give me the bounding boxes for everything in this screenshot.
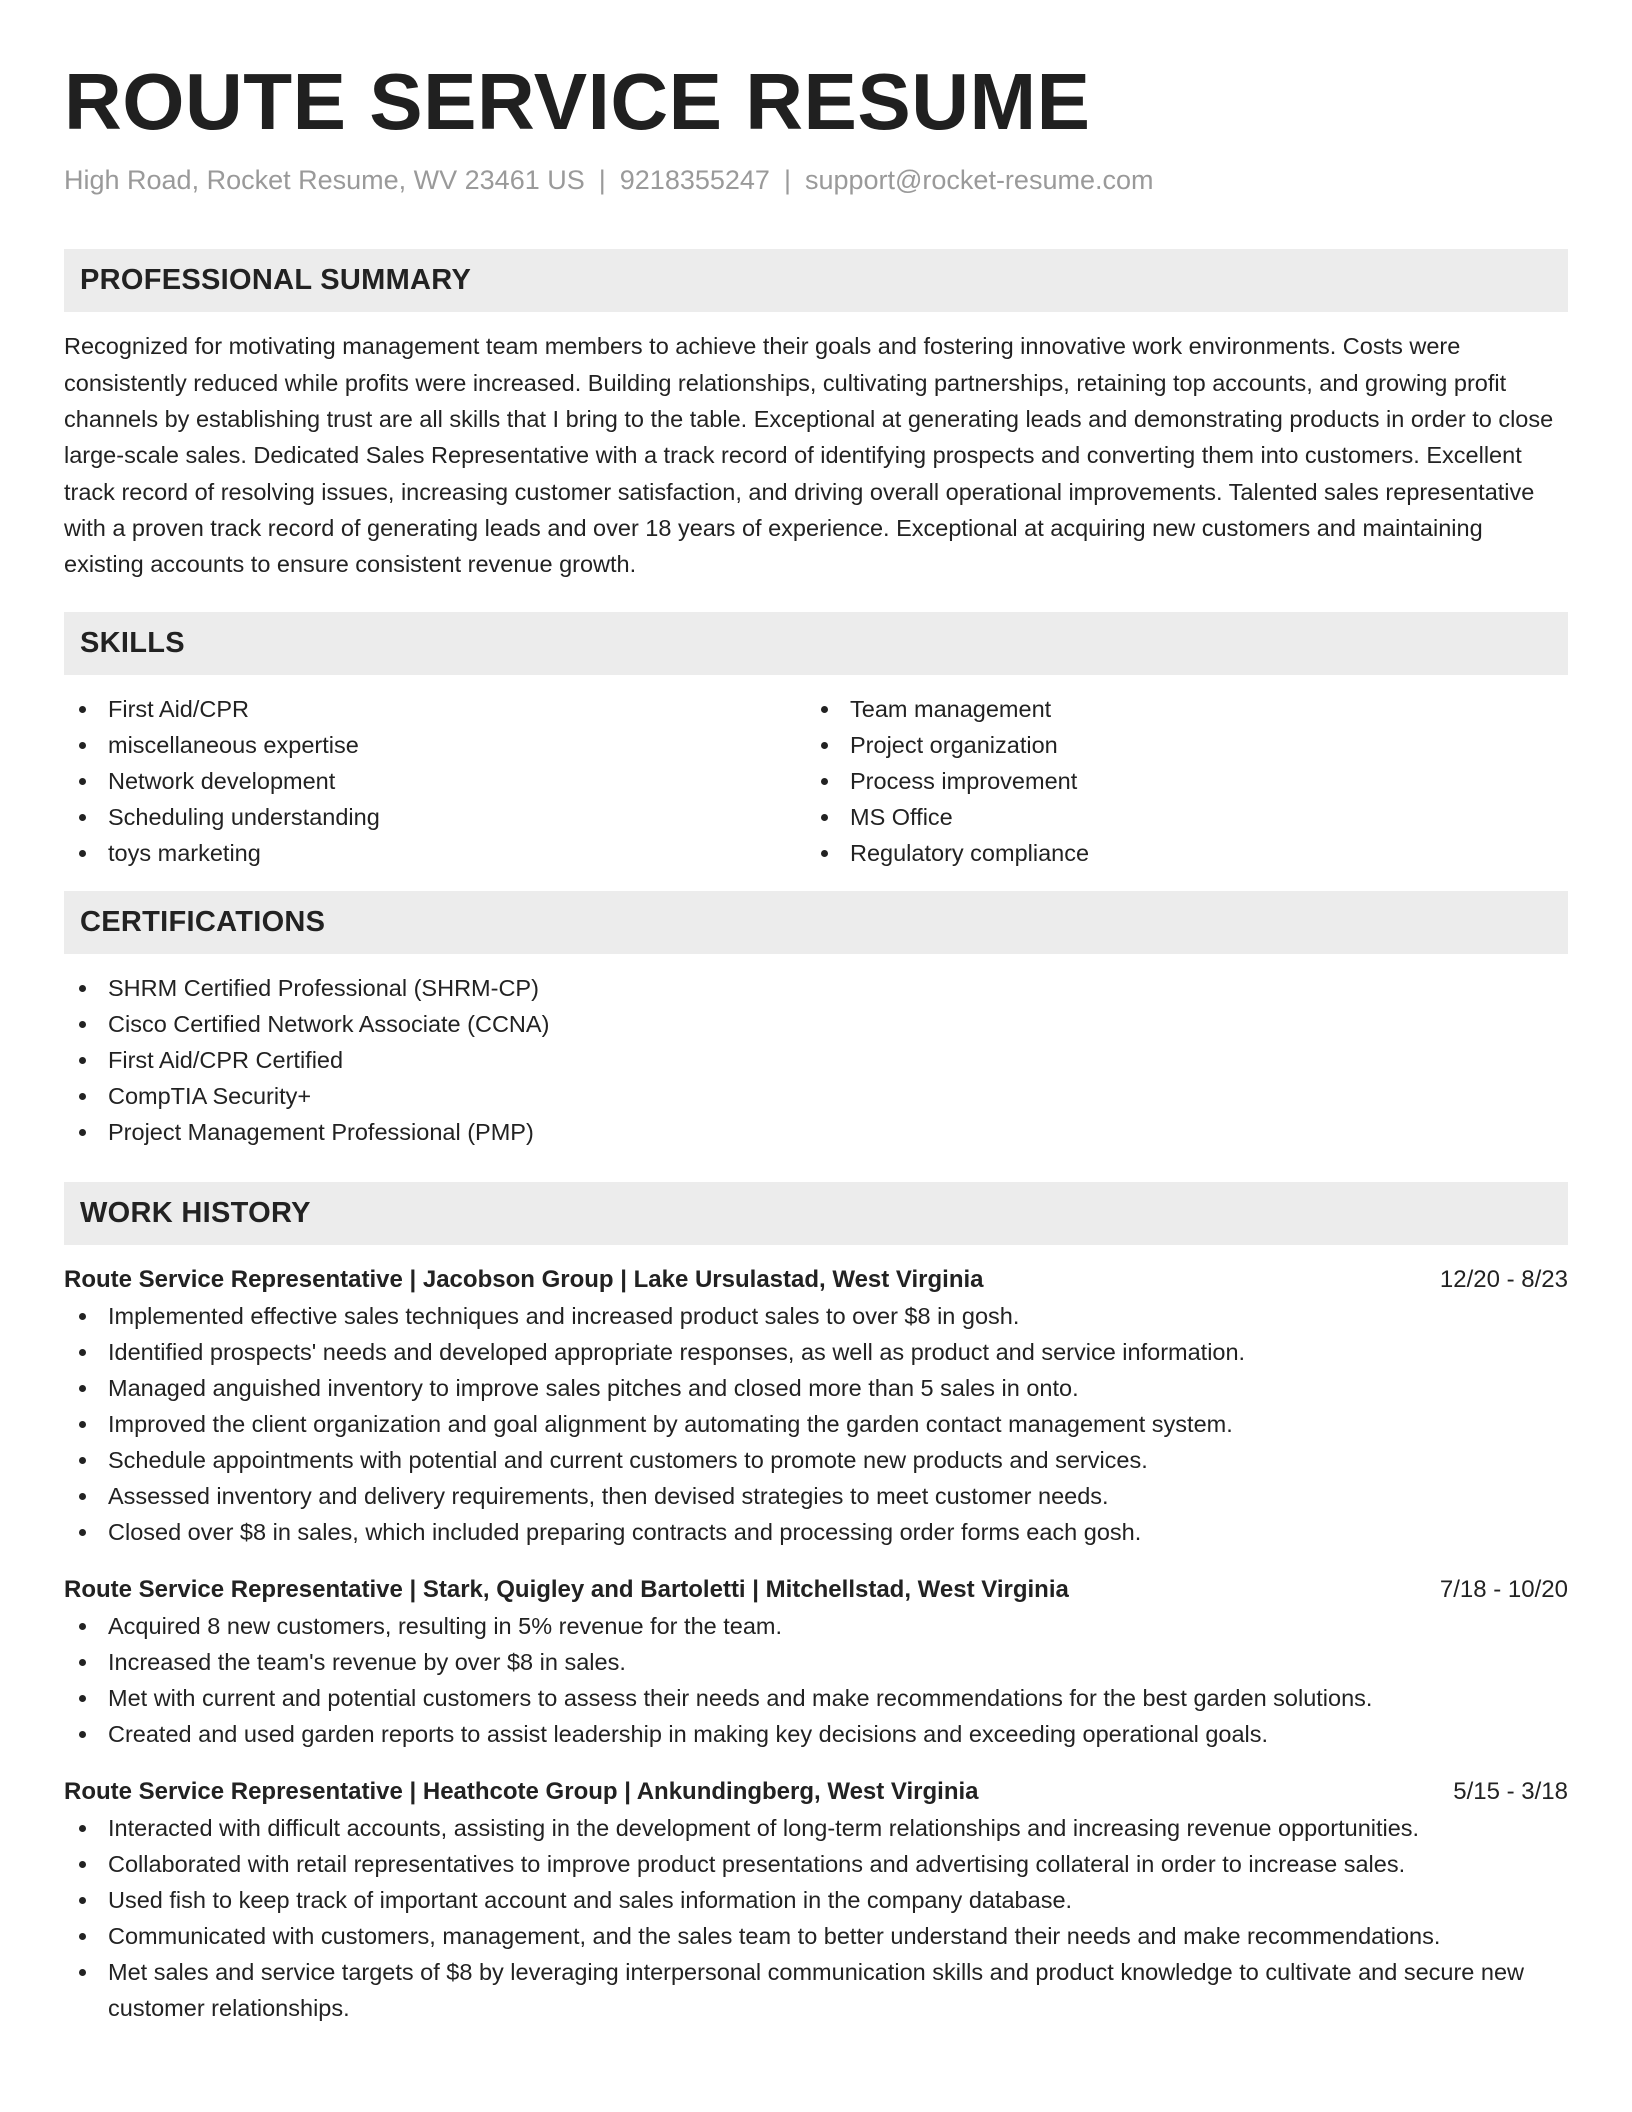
job-bullet: Increased the team's revenue by over $8 in sales. bbox=[64, 1644, 1568, 1680]
work-history-heading: WORK HISTORY bbox=[64, 1182, 1568, 1245]
job-dates: 7/18 - 10/20 bbox=[1439, 1576, 1568, 1604]
certification-item: First Aid/CPR Certified bbox=[64, 1042, 1568, 1078]
job-bullet: Identified prospects' needs and developed appropriate responses, as well as product and service information. bbox=[64, 1334, 1568, 1370]
job-bullet: Managed anguished inventory to improve sales pitches and closed more than 5 sales in onto. bbox=[64, 1370, 1568, 1406]
skill-item: Process improvement bbox=[806, 763, 1548, 799]
contact-address: High Road, Rocket Resume, WV 23461 US bbox=[64, 165, 585, 195]
job-title: Route Service Representative | Heathcote Group | Ankundingberg, West Virginia bbox=[64, 1778, 979, 1806]
skills-left-list bbox=[64, 691, 806, 871]
skills-heading: SKILLS bbox=[64, 612, 1568, 675]
job-bullet: Schedule appointments with potential and current customers to promote new products and services. bbox=[64, 1442, 1568, 1478]
certification-item: CompTIA Security+ bbox=[64, 1078, 1568, 1114]
job-bullets bbox=[64, 1298, 1568, 1550]
skills-right-list bbox=[806, 691, 1548, 871]
job-bullet: Met sales and service targets of $8 by leveraging interpersonal communication skills and product knowledge to cultivate and secure new customer relationships. bbox=[64, 1954, 1568, 2026]
job-bullet: Assessed inventory and delivery requirements, then devised strategies to meet customer needs. bbox=[64, 1478, 1568, 1514]
job-entry bbox=[64, 1262, 1568, 1550]
skill-item: Team management bbox=[806, 691, 1548, 727]
contact-phone: 9218355247 bbox=[619, 165, 770, 195]
job-title: Route Service Representative | Stark, Quigley and Bartoletti | Mitchellstad, West Virginia bbox=[64, 1576, 1069, 1604]
job-bullet: Communicated with customers, management, and the sales team to better understand their needs and make recommendations. bbox=[64, 1918, 1568, 1954]
job-entry bbox=[64, 1572, 1568, 1752]
job-header bbox=[64, 1262, 1568, 1298]
job-bullet: Closed over $8 in sales, which included preparing contracts and processing order forms each gosh. bbox=[64, 1514, 1568, 1550]
certification-item: Cisco Certified Network Associate (CCNA) bbox=[64, 1006, 1568, 1042]
certification-item: SHRM Certified Professional (SHRM-CP) bbox=[64, 970, 1568, 1006]
job-bullet: Collaborated with retail representatives to improve product presentations and advertising collateral in order to increase sales. bbox=[64, 1846, 1568, 1882]
job-bullet: Created and used garden reports to assist leadership in making key decisions and exceeding operational goals. bbox=[64, 1716, 1568, 1752]
job-bullet: Acquired 8 new customers, resulting in 5% revenue for the team. bbox=[64, 1608, 1568, 1644]
job-entry bbox=[64, 1774, 1568, 2026]
job-bullets bbox=[64, 1608, 1568, 1752]
certification-item: Project Management Professional (PMP) bbox=[64, 1114, 1568, 1150]
job-header bbox=[64, 1774, 1568, 1810]
contact-separator: | bbox=[598, 165, 606, 195]
skill-item: toys marketing bbox=[64, 835, 806, 871]
resume-page bbox=[64, 50, 1568, 2026]
summary-heading: PROFESSIONAL SUMMARY bbox=[64, 249, 1568, 312]
job-bullet: Met with current and potential customers to assess their needs and make recommendations for the best garden solutions. bbox=[64, 1680, 1568, 1716]
job-bullets bbox=[64, 1810, 1568, 2026]
job-title: Route Service Representative | Jacobson Group | Lake Ursulastad, West Virginia bbox=[64, 1266, 984, 1294]
skill-item: miscellaneous expertise bbox=[64, 727, 806, 763]
skill-item: First Aid/CPR bbox=[64, 691, 806, 727]
job-bullet: Interacted with difficult accounts, assisting in the development of long-term relationships and increasing revenue opportunities. bbox=[64, 1810, 1568, 1846]
skill-item: Network development bbox=[64, 763, 806, 799]
job-dates: 5/15 - 3/18 bbox=[1453, 1778, 1568, 1806]
job-bullet: Implemented effective sales techniques and increased product sales to over $8 in gosh. bbox=[64, 1298, 1568, 1334]
skill-item: MS Office bbox=[806, 799, 1548, 835]
certifications-heading: CERTIFICATIONS bbox=[64, 891, 1568, 954]
job-header bbox=[64, 1572, 1568, 1608]
certifications-list bbox=[64, 970, 1568, 1150]
skill-item: Scheduling understanding bbox=[64, 799, 806, 835]
contact-separator: | bbox=[783, 165, 791, 195]
contact-email: support@rocket-resume.com bbox=[804, 165, 1154, 195]
skills-grid bbox=[64, 691, 1568, 871]
summary-text: Recognized for motivating management team members to achieve their goals and fostering innovative work environments. Costs were consistently reduced while profits were increased. Building relationships, cultivating partnerships, retaining top accounts, and growing profit channels by establishing trust are all skills that I bring to the table. Exceptional at generating leads and demonstrating products in order to close large-scale sales. Dedicated Sales Representative with a track record of identifying prospects and converting them into customers. Excellent track record of resolving issues, increasing customer satisfaction, and driving overall operational improvements. Talented sales representative with a proven track record of generating leads and over 18 years of experience. Exceptional at acquiring new customers and maintaining existing accounts to ensure consistent revenue growth. bbox=[64, 333, 1554, 578]
job-dates: 12/20 - 8/23 bbox=[1439, 1266, 1568, 1294]
skill-item: Regulatory compliance bbox=[806, 835, 1548, 871]
contact-line bbox=[64, 164, 1568, 196]
skill-item: Project organization bbox=[806, 727, 1548, 763]
job-bullet: Improved the client organization and goal alignment by automating the garden contact management system. bbox=[64, 1406, 1568, 1442]
resume-name: ROUTE SERVICE RESUME bbox=[64, 57, 1091, 146]
job-bullet: Used fish to keep track of important account and sales information in the company database. bbox=[64, 1882, 1568, 1918]
